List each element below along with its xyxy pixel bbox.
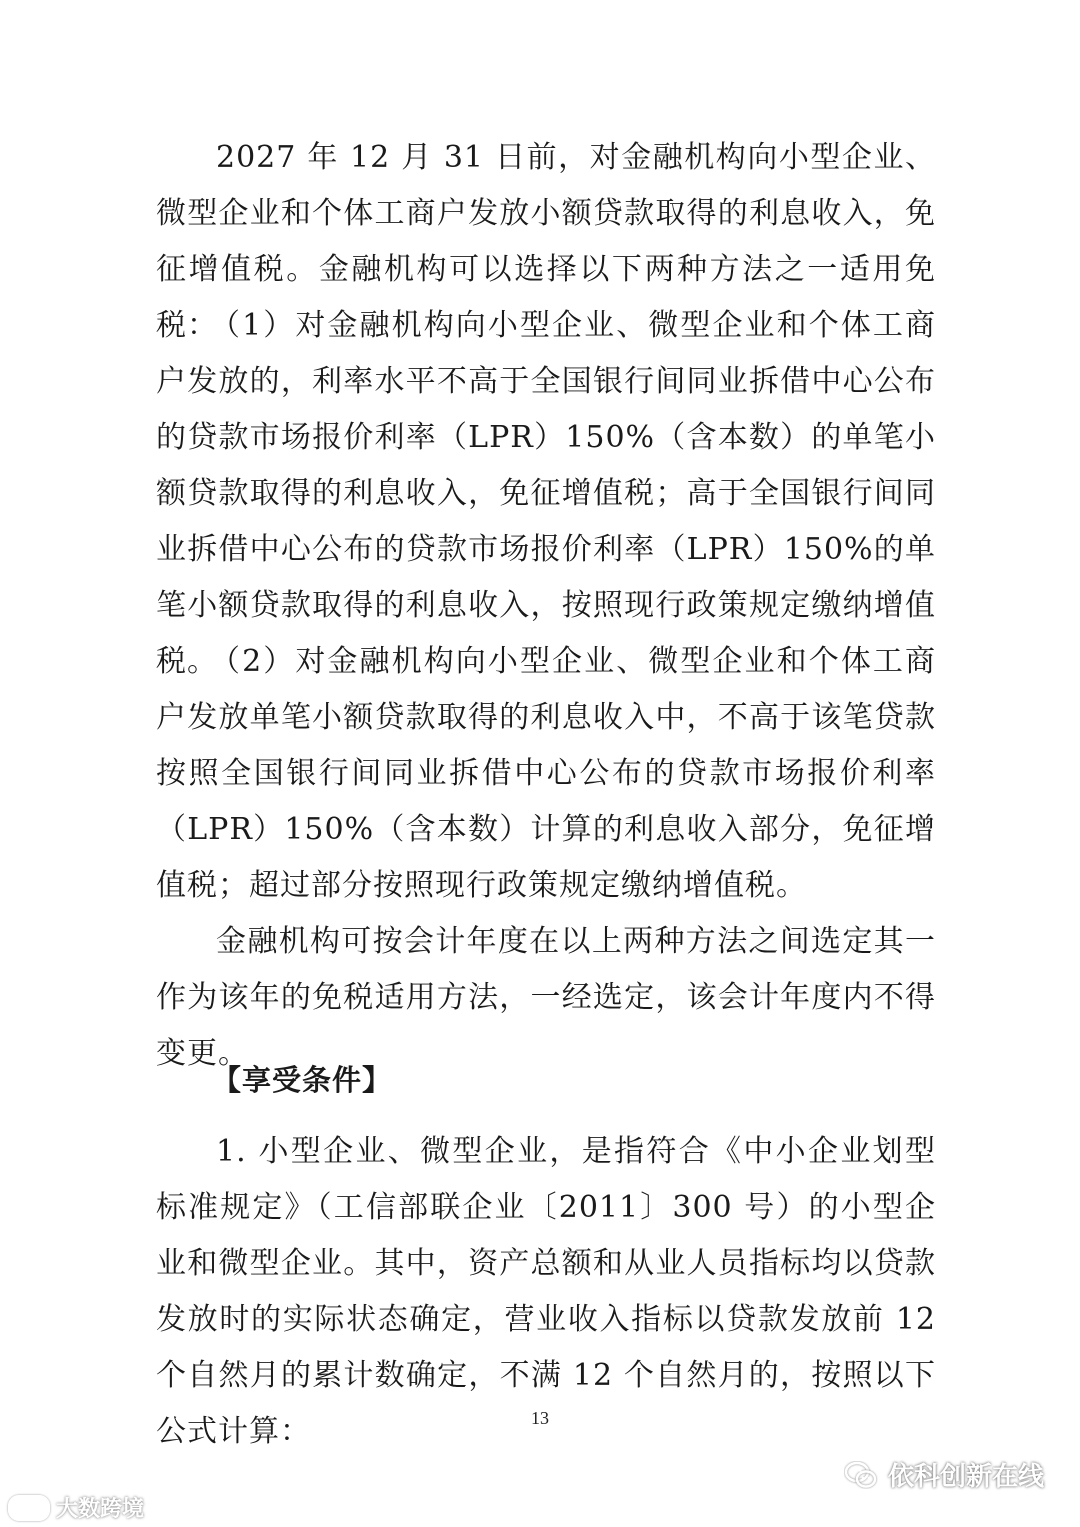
paragraph-method-1: （1）对金融机构向小型企业、微型企业和个体工商户发放的，利率水平不高于全国银行间同业拆借中心公布的贷款市场报价利率（LPR）150%（含本数）的单笔小额贷款取得的利息收入，免征增值税；高于全国银行间同业拆借中心公布的贷款市场报价利率（LPR）150%的单笔小额贷款取得的利息收入，按照现行政策规定缴纳增值税。 bbox=[156, 308, 936, 679]
paragraph-condition-1: 1. 小型企业、微型企业，是指符合《中小企业划型标准规定》（工信部联企业〔2011〕300 号）的小型企业和微型企业。其中，资产总额和从业人员指标均以贷款发放时的实际状态确定，营业收入指标以贷款发放前 12 个自然月的累计数确定，不满 12 个自然月的，按照以下公式计算： bbox=[156, 1134, 936, 1449]
watermark-left bbox=[8, 1492, 144, 1523]
eye-logo-icon bbox=[8, 1495, 50, 1521]
paragraph-exemption-intro: 2027 年 12 月 31 日前，对金融机构向小型企业、微型企业和个体工商户发放小额贷款取得的利息收入，免征增值税。金融机构可以选择以下两种方法之一适用免税： bbox=[156, 140, 936, 343]
section-heading: 【享受条件】 bbox=[212, 1063, 393, 1097]
paragraph-method-2: （2）对金融机构向小型企业、微型企业和个体工商户发放单笔小额贷款取得的利息收入中，不高于该笔贷款按照全国银行间同业拆借中心公布的贷款市场报价利率（LPR）150%（含本数）计算的利息收入部分，免征增值税；超过部分按照现行政策规定缴纳增值税。 bbox=[156, 644, 936, 903]
watermark-right bbox=[844, 1456, 1044, 1493]
watermark-right-text: 依科创新在线 bbox=[887, 1462, 1044, 1492]
page-number: 13 bbox=[531, 1408, 549, 1428]
paragraph-method-selection: 金融机构可按会计年度在以上两种方法之间选定其一作为该年的免税适用方法，一经选定，该会计年度内不得变更。 bbox=[156, 924, 936, 1071]
wechat-icon bbox=[844, 1461, 878, 1489]
watermark-left-text: 大数跨境 bbox=[56, 1497, 145, 1522]
